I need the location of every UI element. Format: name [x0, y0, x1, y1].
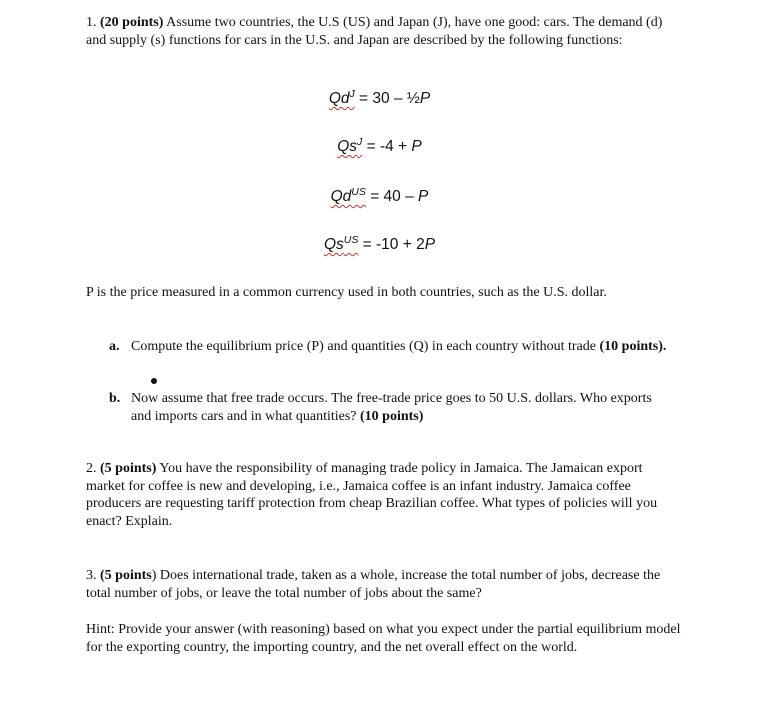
- equation-demand-japan: $Qd^J = 30$ – ½P: [328, 88, 431, 107]
- equation-supply-japan: $Qs^J = -4 + P$: [337, 136, 422, 155]
- question-number: 3.: [86, 568, 100, 583]
- part-b: b. Now assume that free trade occurs. The free-trade price goes to 50 U.S. dollars. Who exports and imports cars and in what quantities? (10 points): [109, 391, 652, 424]
- question-text: You have the responsibility of managing trade policy in Jamaica. The Jamaican export market for coffee is new and developing, i.e., Jamaica coffee is an infant industry. Jamaica coffee producers are requesting tariff protection from cheap Brazilian coffee. What types of policies will you enact? Explain.: [86, 461, 658, 529]
- question-2: [86, 460, 682, 530]
- list-marker: a.: [109, 339, 120, 354]
- question-text: ) Does international trade, taken as a whole, increase the total number of jobs, decrease the total number of jobs, or leave the total number of jobs about the same?: [86, 568, 661, 601]
- price-note: P is the price measured in a common currency used in both countries, such as the U.S. dollar.: [86, 285, 607, 300]
- points-label: (5 points: [100, 568, 152, 583]
- part-a: a. Compute the equilibrium price (P) and quantities (Q) in each country without trade (10 points).: [109, 339, 667, 354]
- points-label: (10 points): [360, 408, 424, 424]
- list-marker: b.: [109, 391, 121, 406]
- question-number: 1.: [86, 15, 100, 30]
- bullet-point: [151, 378, 157, 384]
- points-label: (5 points): [100, 461, 157, 476]
- equation-supply-us: $Qs^{US} = -10 + 2P$: [323, 234, 436, 253]
- question-number: 2.: [86, 461, 100, 476]
- question-text: Assume two countries, the U.S (US) and Japan (J), have one good: cars. The demand (d) and supply (s) functions for cars in the U.S. and Japan are described by the following functions:: [86, 15, 663, 48]
- points-label: (20 points): [100, 15, 164, 30]
- points-label: (10 points).: [599, 339, 667, 354]
- question-1-intro: [86, 14, 682, 49]
- equation-demand-us: $Qd^{US} = 40 - P$: [330, 186, 429, 205]
- question-3: [86, 567, 682, 602]
- hint-text: Hint: Provide your answer (with reasoning) based on what you expect under the partial equilibrium model for the exporting country, the importing country, and the net overall effect on the world.: [86, 622, 681, 655]
